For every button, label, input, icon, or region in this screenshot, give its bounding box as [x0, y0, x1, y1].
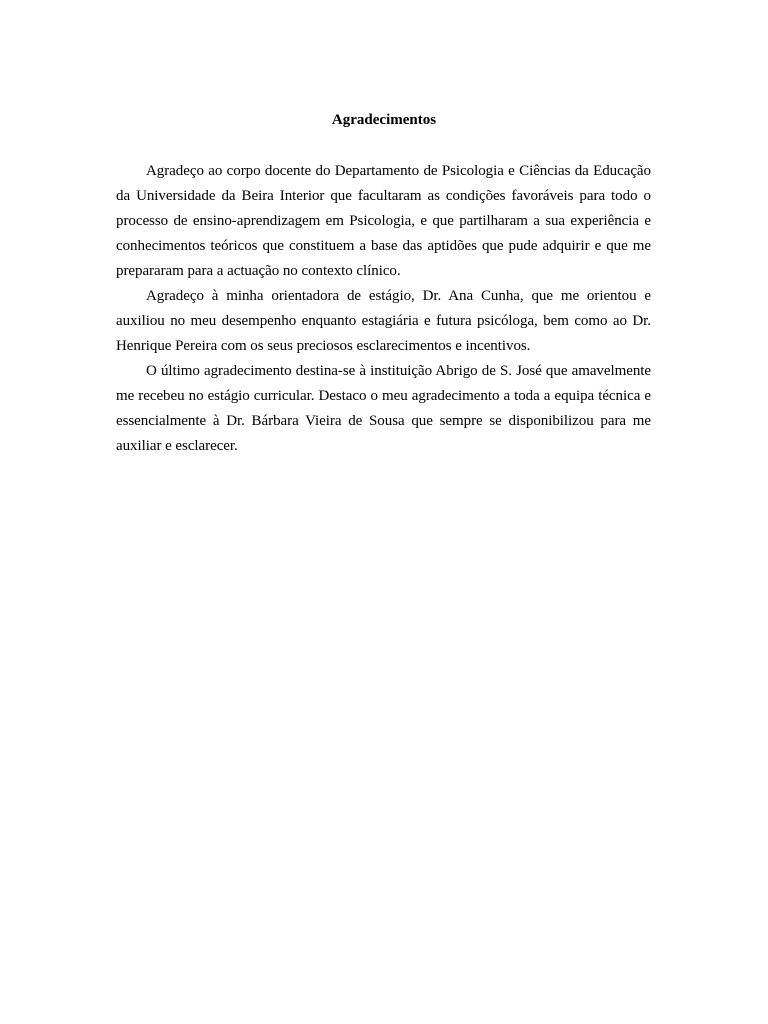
paragraph-supervisor-thanks: Agradeço à minha orientadora de estágio, Dr. Ana Cunha, que me orientou e auxiliou no meu desempenho enquanto estagiária e futura psicóloga, bem como ao Dr. Henrique Pereira com os seus preciosos esclarecimentos e incentivos.	[116, 288, 651, 354]
paragraph-faculty-thanks: Agradeço ao corpo docente do Departamento de Psicologia e Ciências da Educação da Universidade da Beira Interior que facultaram as condições favoráveis para todo o processo de ensino-aprendizagem em Psicologia, e que partilharam a sua experiência e conhecimentos teóricos que constituem a base das aptidões que pude adquirir e que me prepararam para a actuação no contexto clínico.	[116, 163, 651, 279]
paragraph-institution-thanks: O último agradecimento destina-se à instituição Abrigo de S. José que amavelmente me recebeu no estágio curricular. Destaco o meu agradecimento a toda a equipa técnica e essencialmente à Dr. Bárbara Vieira de Sousa que sempre se disponibilizou para me auxiliar e esclarecer.	[116, 363, 651, 454]
document-body	[116, 159, 651, 459]
page-title: Agradecimentos	[331, 112, 437, 128]
